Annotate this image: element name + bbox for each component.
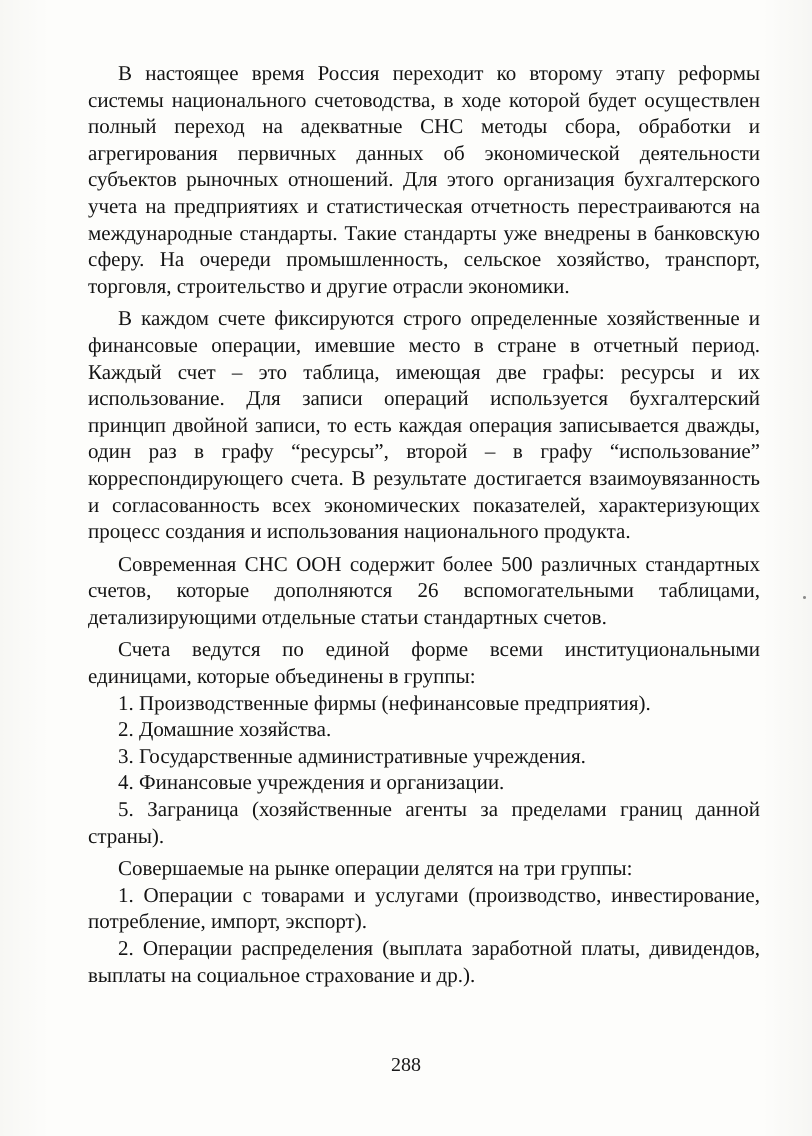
paragraph-institutional-units: Счета ведутся по единой форме всеми институциональными единицами, которые объединены в группы: — [88, 637, 760, 689]
list-item-financial: 4. Финансовые учреждения и организации. — [118, 770, 505, 795]
list-item-goods-services: 1. Операции с товарами и услугами (производство, инвестирование, потребление, импорт, экспорт). — [88, 882, 760, 934]
paragraph-sna-un: Современная СНС ООН содержит более 500 различных стандартных счетов, которые дополняются 26 вспомогательными таблицами, детализирующими отдельные статьи стандартных счетов. — [88, 551, 760, 629]
scan-speck — [803, 596, 806, 599]
list-item-rest-of-world: 5. Заграница (хозяйственные агенты за пределами границ данной страны). — [88, 797, 760, 848]
list-item-government: 3. Государственные административные учреждения. — [118, 743, 586, 768]
body-text — [88, 60, 760, 988]
list-item-households: 2. Домашние хозяйства. — [118, 717, 332, 742]
paragraph-accounts-operations: В каждом счете фиксируются строго определенные хозяйственные и финансовые операции, имевшие место в стране в отчетный период. Каждый счет – это таблица, имеющая две графы: ресурсы и их использование. Для записи операций используется бухгалтерский принцип двойной записи, то есть каждая операция записывается дважды, один раз в графу “ресурсы”, второй – в графу “использование” корреспондирующего счета. В результате достигается взаимоувязанность и согласованность всех экономических показателей, характеризующих процесс создания и использования национального продукта. — [88, 306, 760, 544]
list-item-distribution: 2. Операции распределения (выплата заработной платы, дивидендов, выплаты на социальное страхование и др.). — [88, 936, 760, 987]
list-item-production-firms: 1. Производственные фирмы (нефинансовые предприятия). — [118, 690, 651, 715]
page-number: 288 — [391, 1054, 421, 1076]
paragraph-reform-intro: В настоящее время Россия переходит ко второму этапу реформы системы национального счетоводства, в ходе которой будет осуществлен полный переход на адекватные СНС методы сбора, обработки и агрегирования первичных данных об экономической деятельности субъектов рыночных отношений. Для этого организация бухгалтерского учета на предприятиях и статистическая отчетность перестраиваются на международные стандарты. Такие стандарты уже внедрены в банковскую сферу. На очереди промышленность, сельское хозяйство, транспорт, торговля, строительство и другие отрасли экономики. — [88, 61, 760, 298]
paragraph-market-operations: Совершаемые на рынке операции делятся на три группы: — [118, 856, 633, 881]
